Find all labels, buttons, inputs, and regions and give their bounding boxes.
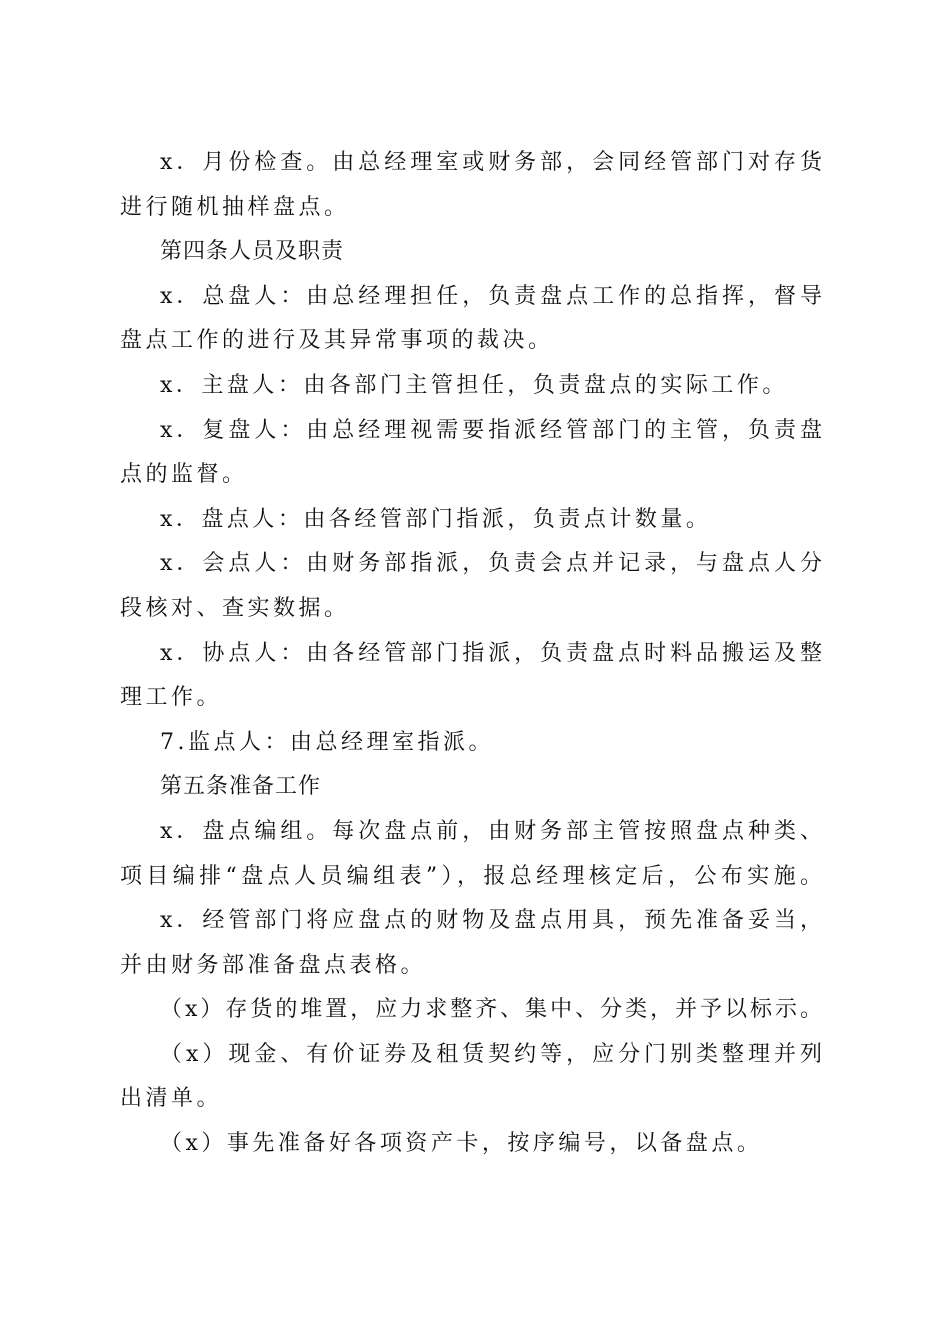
text-line: x．总盘人：由总经理担任，负责盘点工作的总指挥，督导 (160, 283, 822, 309)
paragraph-main-counter: x．主盘人：由各部门主管担任，负责盘点的实际工作。 (160, 372, 788, 398)
paragraph-monthly-check (120, 141, 822, 230)
paragraph-cash-securities (120, 1033, 822, 1122)
paragraph-assistant (120, 632, 822, 721)
text-line: 段核对、查实数据。 (120, 595, 350, 621)
paragraph-recount (120, 409, 822, 498)
section-heading-article-4: 第四条人员及职责 (160, 239, 345, 265)
text-line: 盘点工作的进行及其异常事项的裁决。 (120, 328, 554, 354)
text-line: 出清单。 (120, 1086, 223, 1112)
paragraph-chief-counter (120, 275, 822, 364)
text-line: x．复盘人：由总经理视需要指派经管部门的主管，负责盘 (160, 417, 822, 443)
text-line: 并由财务部准备盘点表格。 (120, 952, 427, 978)
text-line: 理工作。 (120, 685, 223, 711)
text-line: （x）现金、有价证券及租赁契约等，应分门别类整理并列 (160, 1041, 822, 1067)
text-line: 点的监督。 (120, 462, 248, 488)
text-line: x．月份检查。由总经理室或财务部，会同经管部门对存货 (160, 150, 822, 175)
text-line: 项目编排“盘点人员编组表”），报总经理核定后，公布实施。 (120, 863, 822, 889)
paragraph-co-counter (120, 542, 822, 631)
paragraph-preparation (120, 899, 822, 988)
paragraph-inventory-stacking: （x）存货的堆置，应力求整齐、集中、分类，并予以标示。 (160, 997, 822, 1023)
paragraph-asset-cards: （x）事先准备好各项资产卡，按序编号，以备盘点。 (160, 1131, 763, 1157)
paragraph-grouping (120, 810, 822, 899)
document-page (120, 141, 822, 1167)
text-line: 进行随机抽样盘点。 (120, 194, 350, 220)
section-heading-article-5: 第五条准备工作 (160, 774, 322, 800)
paragraph-counter: x．盘点人：由各经管部门指派，负责点计数量。 (160, 506, 712, 532)
text-line: x．协点人：由各经管部门指派，负责盘点时料品搬运及整 (160, 640, 822, 666)
text-line: x．会点人：由财务部指派，负责会点并记录，与盘点人分 (160, 551, 822, 577)
text-line: x．经管部门将应盘点的财物及盘点用具，预先准备妥当， (160, 908, 822, 934)
text-line: x．盘点编组。每次盘点前，由财务部主管按照盘点种类、 (160, 818, 822, 844)
paragraph-supervisor: 7.监点人：由总经理室指派。 (160, 729, 494, 755)
